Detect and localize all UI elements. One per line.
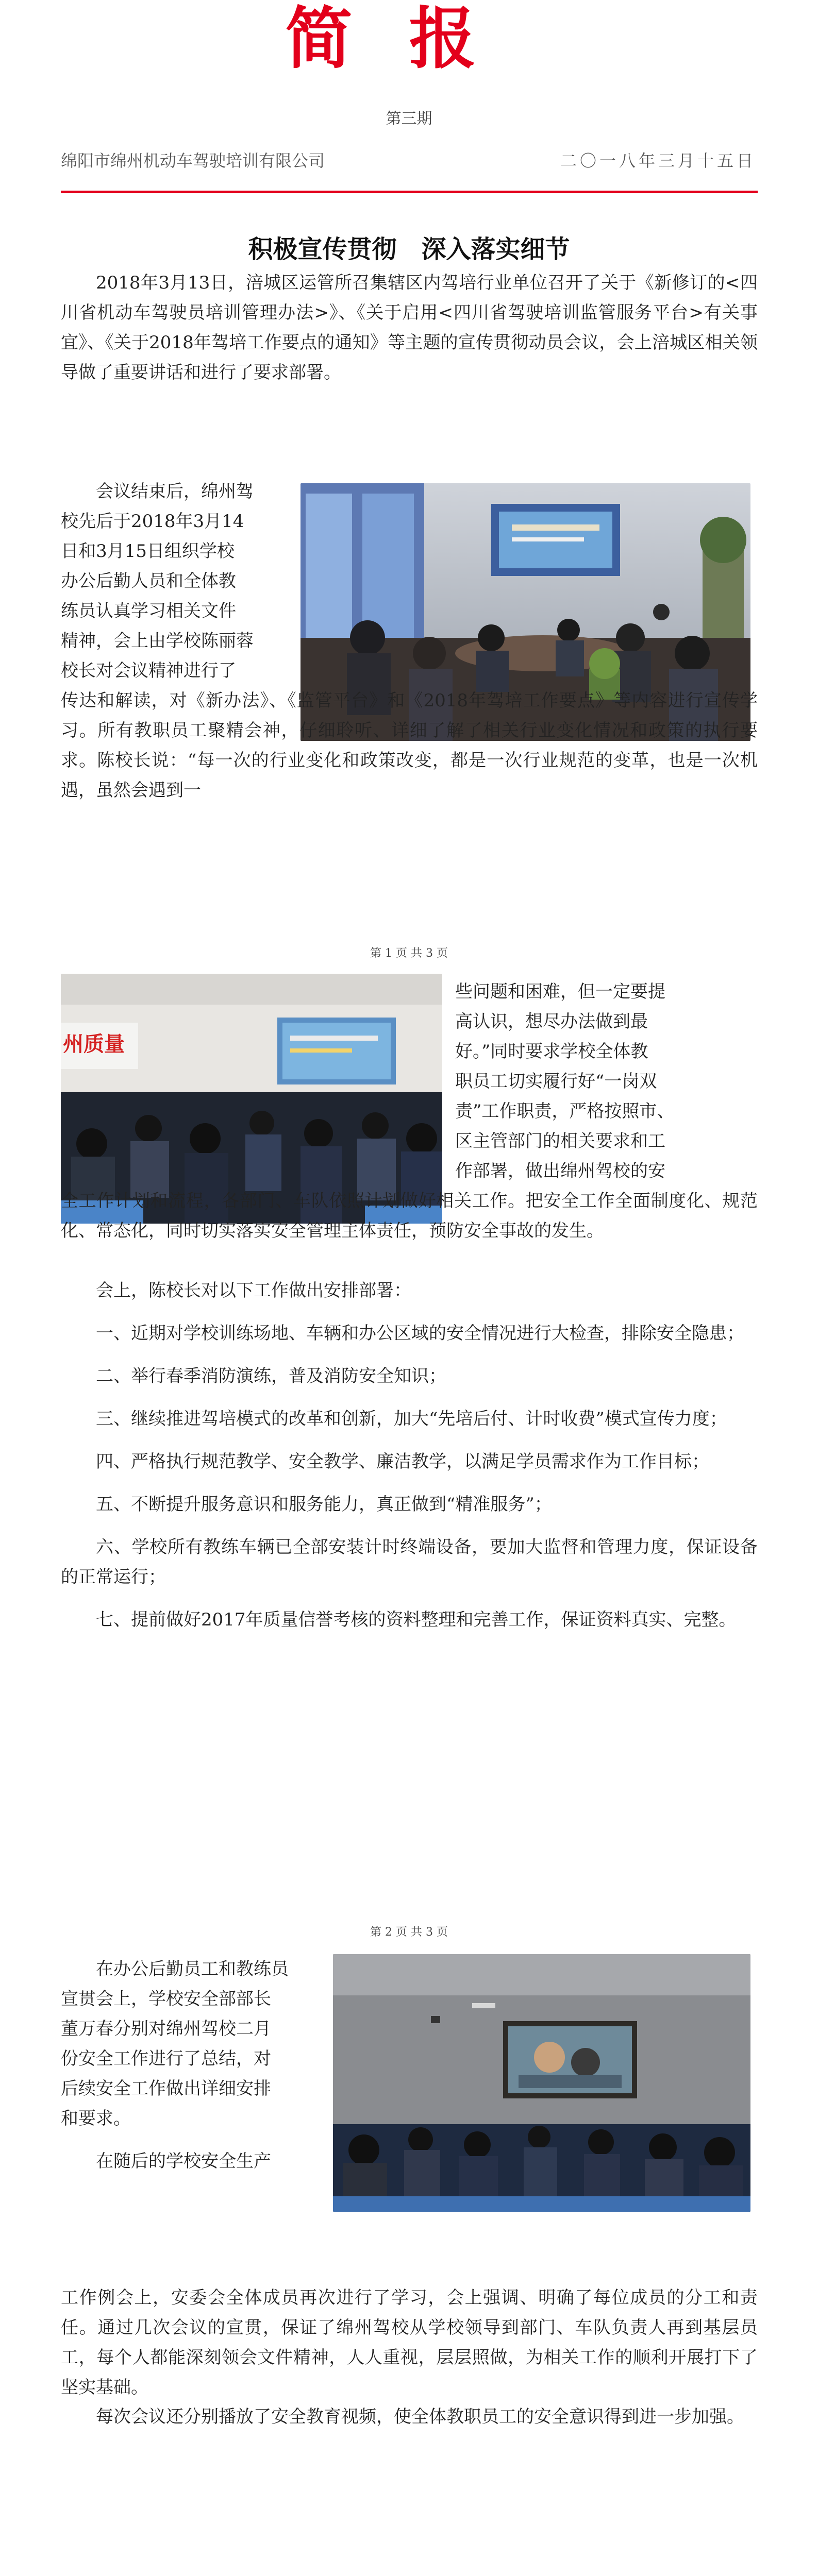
- text-line: 在随后的学校安全生产: [96, 2151, 271, 2172]
- text-line: 和要求。: [61, 2108, 131, 2129]
- text-line: 日和3月15日组织学校: [61, 541, 235, 562]
- text-line: 责”工作职责，严格按照市、: [455, 1101, 675, 1122]
- text-line: 精神，会上由学校陈丽蓉: [61, 631, 254, 651]
- arrangement-intro: 会上，陈校长对以下工作做出安排部署：: [96, 1280, 411, 1301]
- text-line: 好。”同时要求学校全体教: [455, 1041, 648, 1062]
- text-line: 董万春分别对绵州驾校二月: [61, 2019, 271, 2039]
- text-line: 会议结束后，绵州驾: [96, 481, 254, 502]
- arrangement-item: 四、严格执行规范教学、安全教学、廉洁教学，以满足学员需求作为工作目标；: [96, 1451, 709, 1472]
- article-headline: 积极宣传贯彻 深入落实细节: [248, 235, 570, 264]
- arrangement-item: 七、提前做好2017年质量信誉考核的资料整理和完善工作，保证资料真实、完整。: [96, 1609, 737, 1630]
- intro-paragraph: 2018年3月13日，涪城区运管所召集辖区内驾培行业单位召开了关于《新修订的<四川省机动车驾驶员培训管理办法>》、《关于启用<四川省驾驶培训监管服务平台>有关事宜》、《关于2018年驾培工作要点的通知》等主题的宣传贯彻动员会议，会上涪城区相关领导做了重要讲话和进行了要求部署。: [61, 273, 758, 383]
- text-line: 高认识，想尽办法做到最: [455, 1011, 648, 1032]
- paragraph-2-rest: 传达和解读，对《新办法》、《监管平台》和《2018年驾培工作要点》等内容进行宣传学习。所有教职员工聚精会神，仔细聆听、详细了解了相关行业变化情况和政策的执行要求。陈校长说：“每一次的行业变化和政策改变，都是一次行业规范的变革，也是一次机遇，虽然会遇到一: [61, 690, 758, 801]
- arrangement-list: [61, 1276, 758, 1635]
- text-line: 作部署，做出绵州驾校的安: [455, 1161, 665, 1181]
- paragraph-3-rest: 全工作计划和流程，各部门、车队依照计划做好相关工作。把安全工作全面制度化、规范化、常态化，同时切实落实安全管理主体责任，预防安全事故的发生。: [61, 1191, 758, 1241]
- page-footer-1: 第 1 页 共 3 页: [370, 947, 448, 960]
- header-divider: [61, 191, 758, 193]
- page-footer-2: 第 2 页 共 3 页: [370, 1926, 448, 1939]
- meeting-photo-3: [333, 1954, 750, 2212]
- organization-name: 绵阳市绵州机动车驾驶培训有限公司: [61, 151, 325, 171]
- text-line: 后续安全工作做出详细安排: [61, 2078, 271, 2099]
- banner-text: 州质量: [63, 1032, 125, 1056]
- text-line: 区主管部门的相关要求和工: [455, 1131, 665, 1151]
- text-line: 校先后于2018年3月14: [61, 511, 244, 532]
- text-line: 些问题和困难，但一定要提: [455, 981, 665, 1002]
- text-line: 宣贯会上，学校安全部部长: [61, 1989, 271, 2009]
- arrangement-item: 三、继续推进驾培模式的改革和创新，加大“先培后付、计时收费”模式宣传力度；: [96, 1409, 727, 1429]
- text-line: 练员认真学习相关文件: [61, 601, 236, 621]
- report-date: 二〇一八年三月十五日: [560, 151, 756, 171]
- arrangement-item: 一、近期对学校训练场地、车辆和办公区域的安全情况进行大检查，排除安全隐患；: [96, 1323, 744, 1344]
- arrangement-item: 六、学校所有教练车辆已全部安装计时终端设备，要加大监督和管理力度，保证设备的正常运行；: [61, 1537, 758, 1587]
- text-line: 校长对会议精神进行了: [61, 660, 236, 681]
- report-title: 简报: [285, 0, 533, 78]
- text-line: 份安全工作进行了总结，对: [61, 2048, 271, 2069]
- paragraph-2-wrap: [61, 477, 288, 686]
- paragraph-3-wrap: [455, 977, 759, 1186]
- text-line: 在办公后勤员工和教练员: [96, 1959, 289, 1979]
- arrangement-item: 二、举行春季消防演练，普及消防安全知识；: [96, 1366, 446, 1386]
- closing-paragraph: 每次会议还分别播放了安全教育视频，使全体教职员工的安全意识得到进一步加强。: [96, 2406, 744, 2427]
- paragraph-4-wrap: [61, 1954, 329, 2176]
- text-line: 办公后勤人员和全体教: [61, 571, 236, 591]
- paragraph-4-rest: 工作例会上，安委会全体成员再次进行了学习，会上强调、明确了每位成员的分工和责任。通过几次会议的宣贯，保证了绵州驾校从学校领导到部门、车队负责人再到基层员工，每个人都能深刻领会文件精神，人人重视，层层照做，为相关工作的顺利开展打下了坚实基础。: [61, 2287, 758, 2398]
- issue-number: 第三期: [386, 110, 432, 128]
- arrangement-item: 五、不断提升服务意识和服务能力，真正做到“精准服务”；: [96, 1494, 552, 1515]
- text-line: 职员工切实履行好“一岗双: [455, 1071, 657, 1092]
